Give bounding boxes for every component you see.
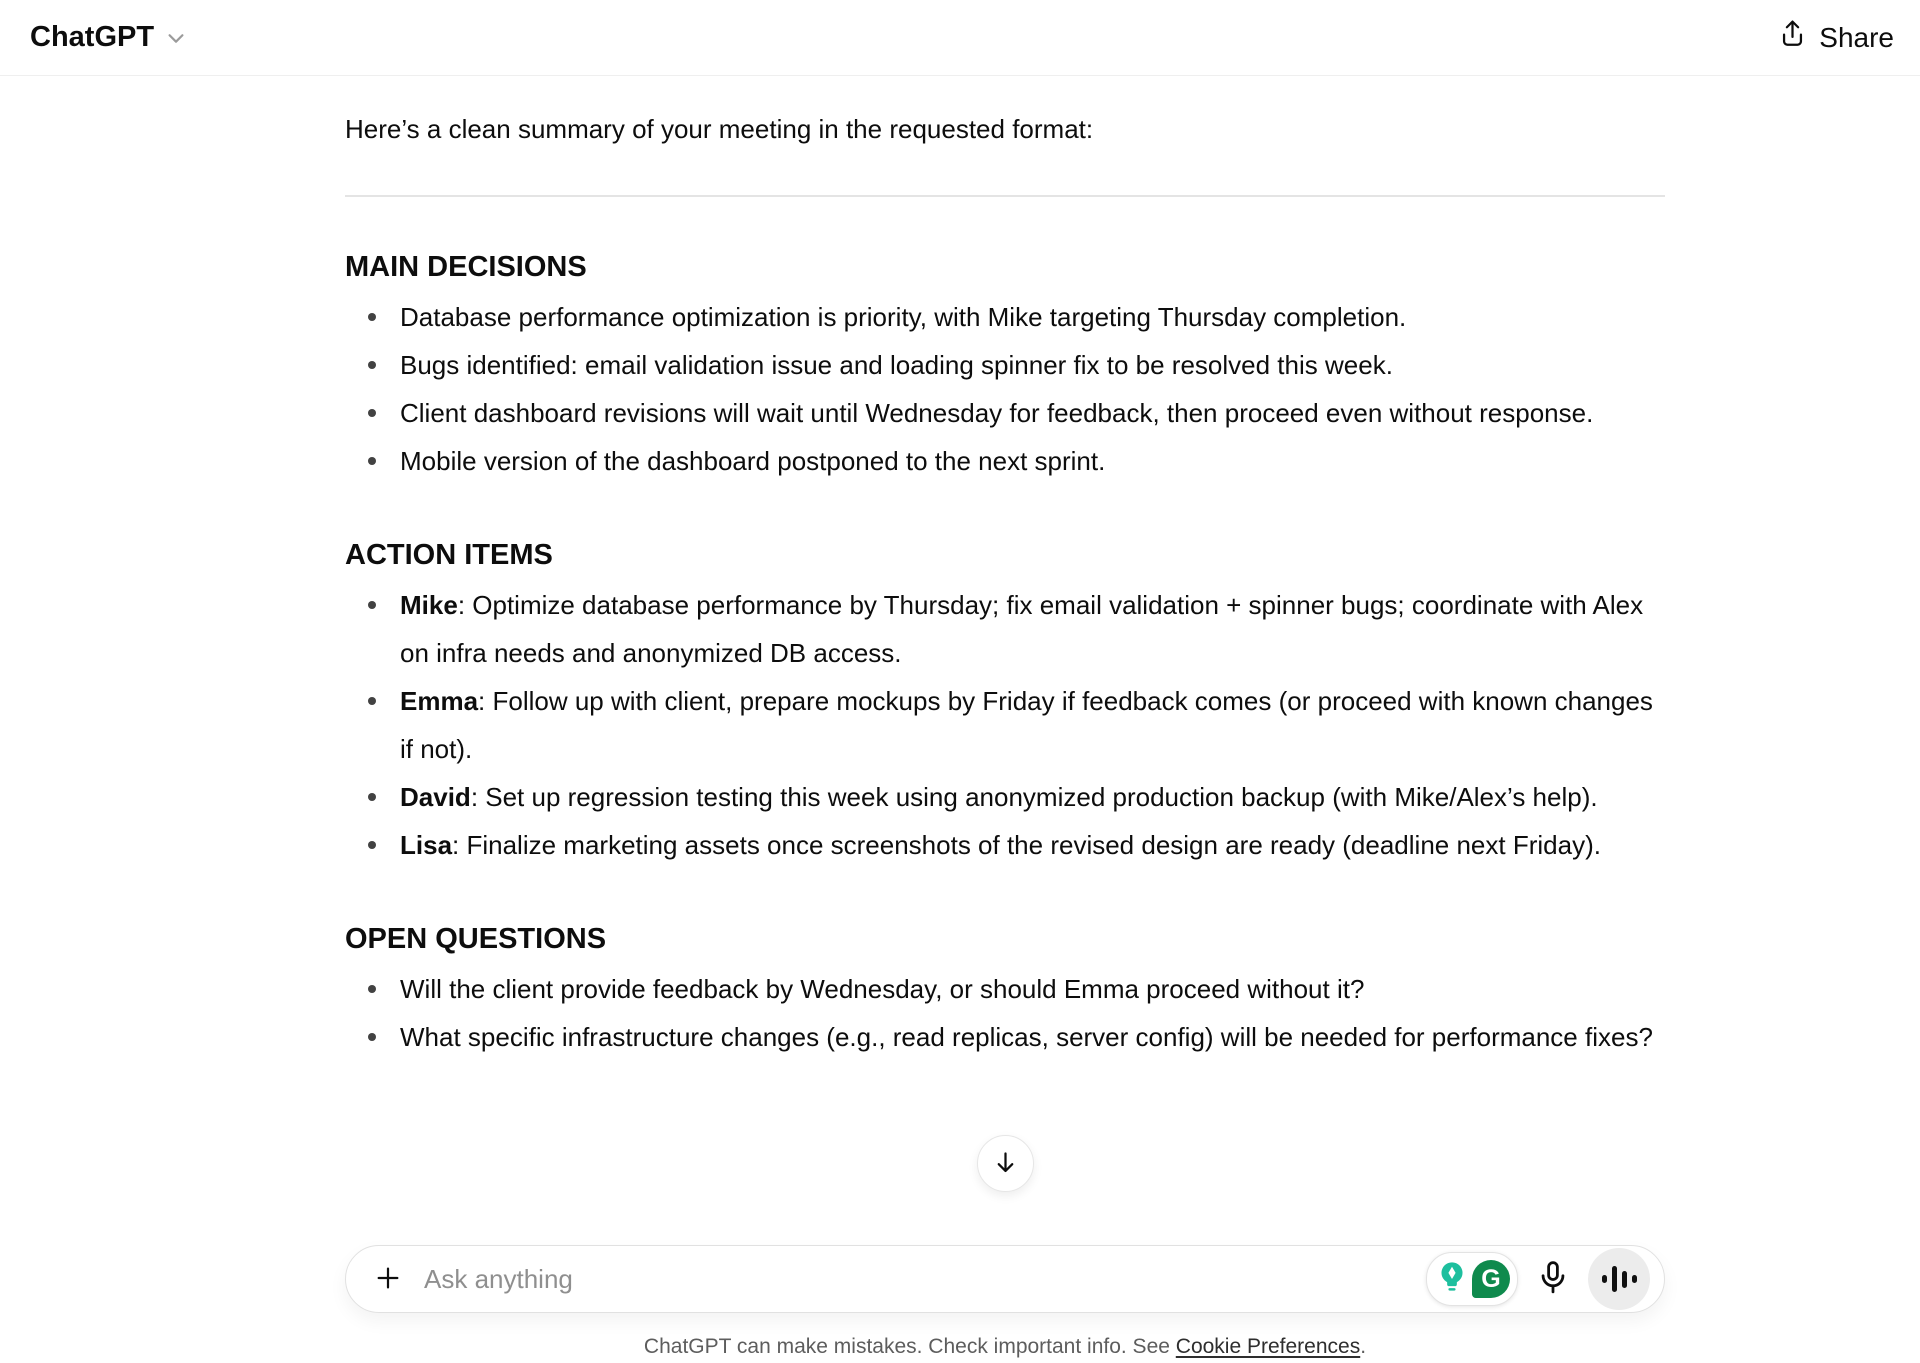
list-item: David: Set up regression testing this week using anonymized production backup (with Mike/Alex’s help). xyxy=(345,773,1665,821)
app-title: ChatGPT xyxy=(30,21,155,53)
list-item: Database performance optimization is priority, with Mike targeting Thursday completion. xyxy=(345,293,1665,341)
share-label: Share xyxy=(1819,21,1894,53)
list-item: Will the client provide feedback by Wednesday, or should Emma proceed without it? xyxy=(345,965,1665,1013)
arrow-down-icon xyxy=(992,1149,1019,1179)
list-item: Emma: Follow up with client, prepare mockups by Friday if feedback comes (or proceed with known changes if not). xyxy=(345,677,1665,773)
cookie-preferences-link[interactable]: Cookie Preferences xyxy=(1175,1335,1361,1358)
assistant-message xyxy=(345,76,1665,1061)
bullet-list xyxy=(345,581,1665,869)
scroll-to-bottom-button[interactable] xyxy=(977,1135,1034,1192)
share-icon xyxy=(1779,19,1806,56)
list-item: Bugs identified: email validation issue and loading spinner fix to be resolved this week. xyxy=(345,341,1665,389)
disclaimer xyxy=(345,1334,1665,1360)
list-item: Client dashboard revisions will wait until Wednesday for feedback, then proceed even without response. xyxy=(345,389,1665,437)
message-input[interactable]: Ask anything xyxy=(424,1263,573,1294)
disclaimer-period: . xyxy=(1360,1335,1367,1358)
message-sections xyxy=(345,249,1665,1061)
plus-icon xyxy=(374,1264,402,1295)
composer-actions xyxy=(1426,1248,1650,1310)
microphone-icon xyxy=(1535,1259,1571,1300)
chevron-down-icon xyxy=(165,27,187,49)
section-divider xyxy=(345,195,1665,197)
section-heading: ACTION ITEMS xyxy=(345,539,553,571)
top-bar xyxy=(0,0,1920,76)
dictate-button[interactable] xyxy=(1533,1259,1573,1299)
disclaimer-text: ChatGPT can make mistakes. Check important info. See xyxy=(643,1335,1170,1358)
section-heading: MAIN DECISIONS xyxy=(345,251,587,283)
model-switcher[interactable] xyxy=(30,21,187,54)
attach-button[interactable] xyxy=(370,1261,406,1297)
section-heading: OPEN QUESTIONS xyxy=(345,923,607,955)
list-item: Mike: Optimize database performance by Thursday; fix email validation + spinner bugs; coordinate with Alex on infra needs and anonymized DB access. xyxy=(345,581,1665,677)
list-item: Lisa: Finalize marketing assets once screenshots of the revised design are ready (deadline next Friday). xyxy=(345,821,1665,869)
composer[interactable] xyxy=(345,1245,1665,1313)
share-button[interactable] xyxy=(1779,19,1894,56)
lightbulb-sparkle-icon xyxy=(1435,1259,1469,1300)
grammarly-extension-badge[interactable] xyxy=(1426,1252,1518,1306)
bullet-list xyxy=(345,293,1665,485)
voice-waveform-icon xyxy=(1602,1266,1637,1292)
grammarly-g-icon: G xyxy=(1472,1260,1510,1298)
bullet-list xyxy=(345,965,1665,1061)
list-item: Mobile version of the dashboard postponed to the next sprint. xyxy=(345,437,1665,485)
message-intro: Here’s a clean summary of your meeting in the requested format: xyxy=(345,114,1094,144)
list-item: What specific infrastructure changes (e.g., read replicas, server config) will be needed for performance fixes? xyxy=(345,1013,1665,1061)
voice-mode-button[interactable] xyxy=(1588,1248,1650,1310)
